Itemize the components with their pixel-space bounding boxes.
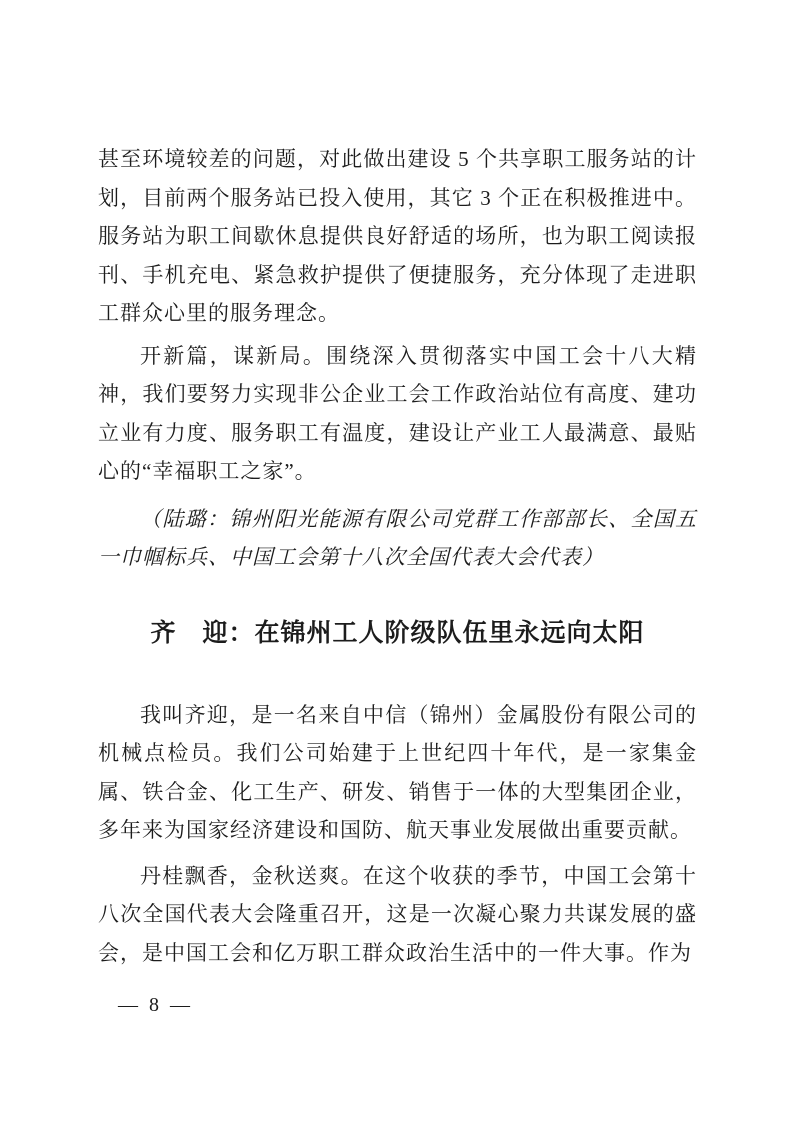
section-heading: 齐 迎：在锦州工人阶级队伍里永远向太阳 — [150, 619, 645, 647]
paragraph-self-introduction: 我叫齐迎，是一名来自中信（锦州）金属股份有限公司的机械点检员。我们公司始建于上世纪四十年代，是一家集金属、铁合金、化工生产、研发、销售于一体的大型集团企业，多年来为国家经济建设和国防、航天事业发展做出重要贡献。 — [98, 702, 697, 842]
paragraph-new-chapter: 开新篇，谋新局。围绕深入贯彻落实中国工会十八大精神，我们要努力实现非公企业工会工作政治站位有高度、建功立业有力度、服务职工有温度，建设让产业工人最满意、最贴心的“幸福职工之家”。 — [98, 343, 697, 483]
author-attribution: （陆璐：锦州阳光能源有限公司党群工作部部长、全国五一巾帼标兵、中国工会第十八次全国代表大会代表） — [98, 506, 697, 569]
paragraph-service-stations: 甚至环境较差的问题，对此做出建设 5 个共享职工服务站的计划，目前两个服务站已投入使用，其它 3 个正在积极推进中。服务站为职工间歇休息提供良好舒适的场所，也为职工阅读报刊、手机充电、紧急救护提供了便捷服务，充分体现了走进职工群众心里的服务理念。 — [98, 147, 697, 325]
page-number: — 8 — — [118, 994, 193, 1016]
page-content — [98, 140, 697, 972]
paragraph-congress-opening: 丹桂飘香，金秋送爽。在这个收获的季节，中国工会第十八次全国代表大会隆重召开，这是一次凝心聚力共谋发展的盛会，是中国工会和亿万职工群众政治生活中的一件大事。作为 — [98, 863, 697, 965]
